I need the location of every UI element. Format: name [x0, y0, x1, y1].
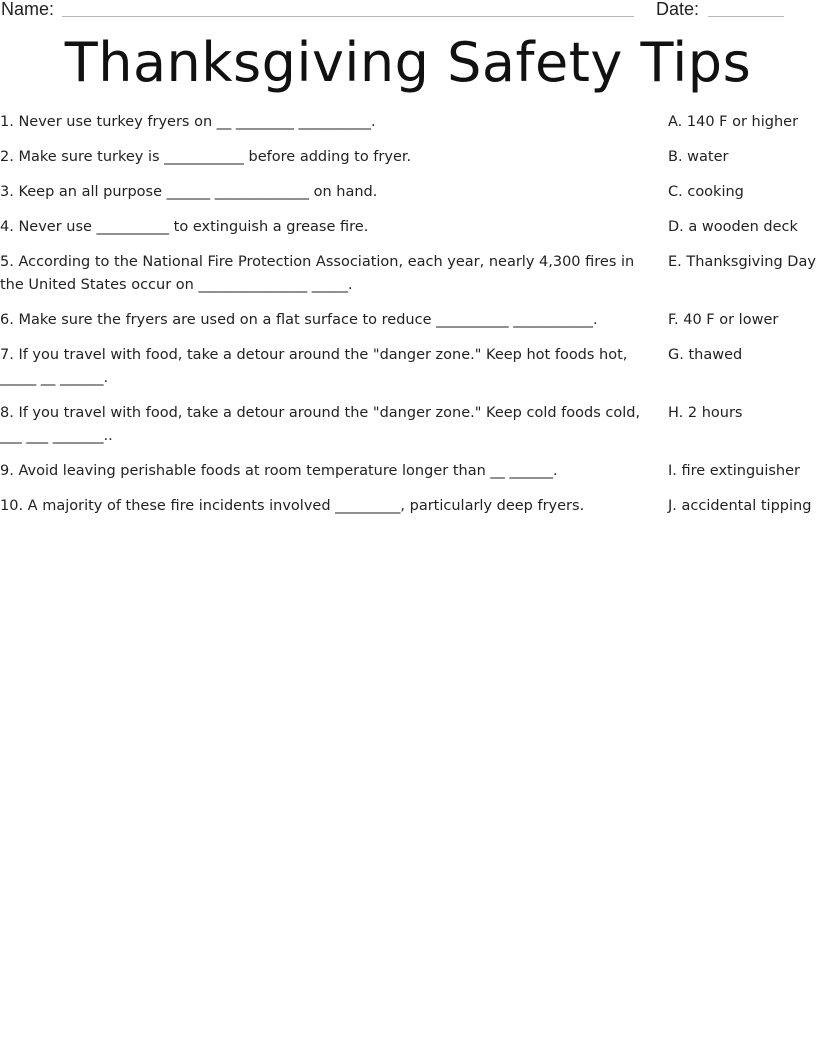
- question-text: 9. Avoid leaving perishable foods at room temperature longer than __ ______.: [0, 463, 558, 479]
- matching-row: [0, 344, 816, 390]
- name-label: Name:: [1, 0, 55, 19]
- matching-row: [0, 495, 816, 518]
- answer-option: E. Thanksgiving Day: [668, 254, 816, 270]
- answer-option: B. water: [668, 149, 729, 165]
- matching-row: [0, 146, 816, 169]
- question-text: 10. A majority of these fire incidents involved _________, particularly deep fryers.: [0, 498, 585, 514]
- date-label: Date:: [656, 0, 700, 19]
- answer-option: C. cooking: [668, 184, 744, 200]
- name-blank-line[interactable]: [62, 16, 634, 17]
- question-text: 4. Never use __________ to extinguish a grease fire.: [0, 219, 369, 235]
- matching-row: [0, 460, 816, 483]
- matching-row: [0, 111, 816, 134]
- answer-option: I. fire extinguisher: [668, 463, 801, 479]
- page-title: Thanksgiving Safety Tips: [64, 31, 752, 94]
- matching-row: [0, 402, 816, 448]
- question-text: 2. Make sure turkey is ___________ before adding to fryer.: [0, 149, 412, 165]
- answer-option: F. 40 F or lower: [668, 312, 779, 328]
- answer-option: G. thawed: [668, 347, 743, 363]
- matching-row: [0, 309, 816, 332]
- matching-row: [0, 251, 816, 297]
- question-text: 7. If you travel with food, take a detour around the "danger zone." Keep hot foods hot, _____ __ ______.: [0, 347, 628, 386]
- question-text: 3. Keep an all purpose ______ _____________ on hand.: [0, 184, 378, 200]
- answer-option: D. a wooden deck: [668, 219, 798, 235]
- answer-option: J. accidental tipping: [668, 498, 812, 514]
- worksheet-header: [0, 0, 816, 24]
- question-text: 5. According to the National Fire Protection Association, each year, nearly 4,300 fires in the United States occur on _______________ _____.: [0, 254, 635, 293]
- matching-row: [0, 216, 816, 239]
- question-text: 6. Make sure the fryers are used on a flat surface to reduce __________ ___________.: [0, 312, 598, 328]
- matching-row: [0, 181, 816, 204]
- question-text: 8. If you travel with food, take a detour around the "danger zone." Keep cold foods cold, ___ ___ _______..: [0, 405, 641, 444]
- question-text: 1. Never use turkey fryers on __ ________ __________.: [0, 114, 376, 130]
- date-blank-line[interactable]: [708, 16, 784, 17]
- answer-option: A. 140 F or higher: [668, 114, 799, 130]
- answer-option: H. 2 hours: [668, 405, 743, 421]
- matching-list: [0, 111, 816, 530]
